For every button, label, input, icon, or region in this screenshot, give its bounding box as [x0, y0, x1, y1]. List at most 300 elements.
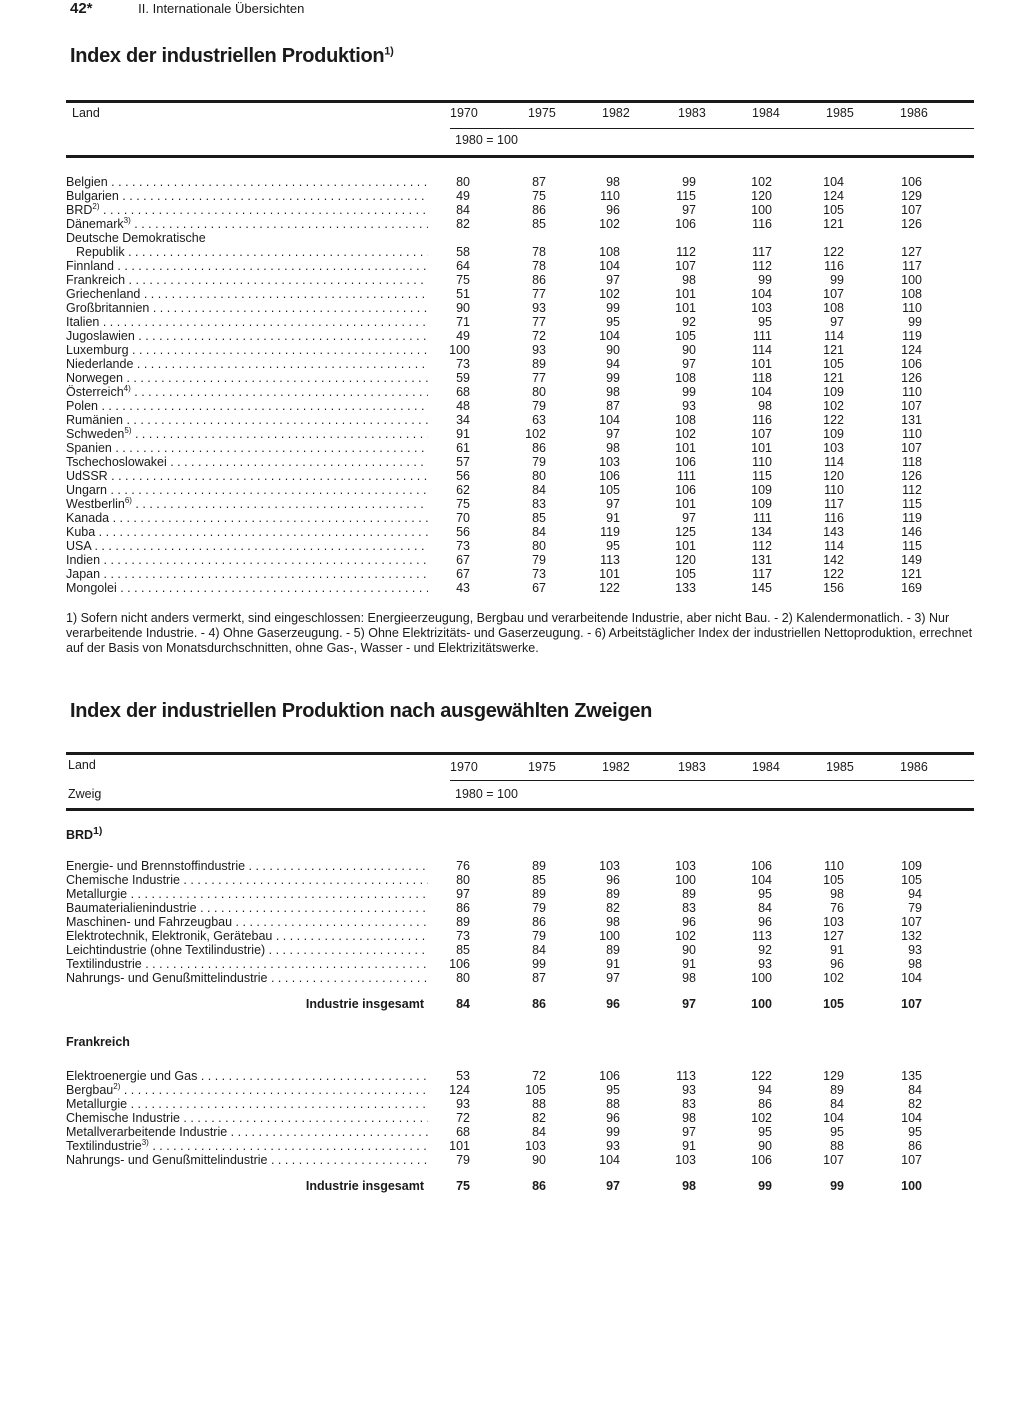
cell-1982: 98: [606, 441, 620, 455]
row-label-text: Österreich: [66, 385, 124, 399]
row-label-text: Niederlande: [66, 357, 134, 371]
cell-1983: 101: [675, 287, 696, 301]
cell-1986: 169: [901, 581, 922, 595]
cell-1970: 86: [456, 901, 470, 915]
cell-1983: 92: [682, 315, 696, 329]
row-label-text: Bergbau: [66, 1083, 114, 1097]
cell-1984: 111: [752, 511, 772, 525]
cell-1983: 102: [675, 427, 696, 441]
cell-1985: 98: [830, 887, 844, 901]
cell-1982: 95: [606, 539, 620, 553]
table-row: [66, 315, 974, 329]
cell-1982: 95: [606, 315, 620, 329]
cell-1986: 126: [901, 371, 922, 385]
cell-1984: 115: [752, 469, 772, 483]
row-label-text: Luxemburg: [66, 343, 129, 357]
cell-1975: 79: [532, 901, 546, 915]
row-label: [66, 1139, 428, 1153]
cell-1984: 111: [752, 329, 772, 343]
cell-1982: 105: [599, 483, 620, 497]
cell-1983: 107: [675, 259, 696, 273]
cell-1975: 86: [532, 441, 546, 455]
row-label-text: Energie- und Brennstoffindustrie: [66, 859, 246, 873]
cell-1982: 104: [599, 259, 620, 273]
cell-1975: 89: [532, 859, 546, 873]
cell-1984: 107: [751, 427, 772, 441]
cell-1985: 95: [830, 1125, 844, 1139]
cell-1985: 104: [823, 1111, 844, 1125]
cell-1986: 129: [901, 189, 922, 203]
cell-1970: 80: [456, 873, 470, 887]
cell-1982: 88: [606, 1097, 620, 1111]
row-label: [66, 455, 428, 469]
table2-year-4: 1984: [752, 760, 780, 774]
table-row: [66, 483, 974, 497]
table-row: [66, 371, 974, 385]
cell-1985: 105: [823, 203, 844, 217]
cell-1986: 132: [901, 929, 922, 943]
cell-1975: 85: [532, 217, 546, 231]
row-label-text: Chemische Industrie: [66, 1111, 180, 1125]
cell-1986: 109: [901, 859, 922, 873]
table-row: [66, 273, 974, 287]
cell-1985: 103: [823, 441, 844, 455]
cell-1985: 127: [823, 929, 844, 943]
cell-1985: 121: [823, 343, 844, 357]
cell-1984: 100: [751, 997, 772, 1011]
cell-1975: 86: [532, 997, 546, 1011]
table2-col-label-zweig: Zweig: [68, 787, 102, 801]
cell-1986: 105: [901, 873, 922, 887]
table-row: [66, 971, 974, 985]
cell-1975: 88: [532, 1097, 546, 1111]
row-label-text: Frankreich: [66, 273, 126, 287]
cell-1975: 80: [532, 385, 546, 399]
table1-year-6: 1986: [900, 106, 928, 120]
table-row: [66, 217, 974, 231]
cell-1984: 131: [751, 553, 772, 567]
cell-1985: 116: [824, 511, 844, 525]
row-label: [66, 1179, 424, 1193]
cell-1984: 104: [751, 287, 772, 301]
cell-1970: 76: [456, 859, 470, 873]
cell-1985: 99: [830, 1179, 844, 1193]
cell-1983: 103: [675, 1153, 696, 1167]
cell-1986: 107: [901, 997, 922, 1011]
row-label-text: Nahrungs- und Genußmittelindustrie: [66, 971, 268, 985]
table-row: [66, 469, 974, 483]
cell-1983: 111: [676, 469, 696, 483]
cell-1982: 97: [606, 971, 620, 985]
table-row: [66, 553, 974, 567]
cell-1986: 135: [901, 1069, 922, 1083]
cell-1982: 106: [599, 469, 620, 483]
cell-1985: 143: [823, 525, 844, 539]
cell-1970: 93: [456, 1097, 470, 1111]
row-label: [66, 1069, 428, 1083]
cell-1986: 94: [908, 887, 922, 901]
row-label: [66, 427, 428, 441]
cell-1983: 105: [675, 567, 696, 581]
cell-1986: 118: [902, 455, 922, 469]
cell-1975: 79: [532, 553, 546, 567]
row-label-text: Belgien: [66, 175, 108, 189]
cell-1984: 114: [752, 343, 772, 357]
cell-1983: 106: [675, 483, 696, 497]
cell-1985: 102: [823, 971, 844, 985]
cell-1982: 104: [599, 413, 620, 427]
table1-year-0: 1970: [450, 106, 478, 120]
footnote-marker: 3): [123, 217, 131, 225]
row-label: [66, 413, 428, 427]
row-label: [66, 943, 428, 957]
cell-1983: 97: [682, 1125, 696, 1139]
table-row: [66, 567, 974, 581]
row-label-text: Metallurgie: [66, 1097, 128, 1111]
row-label: [66, 371, 428, 385]
cell-1975: 77: [532, 315, 546, 329]
cell-1984: 145: [751, 581, 772, 595]
row-label: [66, 971, 428, 985]
cell-1970: 56: [456, 469, 470, 483]
cell-1984: 99: [758, 273, 772, 287]
cell-1970: 72: [456, 1111, 470, 1125]
cell-1970: 48: [456, 399, 470, 413]
row-label-text: Textilindustrie: [66, 957, 142, 971]
cell-1985: 121: [823, 371, 844, 385]
cell-1975: 78: [532, 245, 546, 259]
row-label-text: Schweden: [66, 427, 125, 441]
cell-1970: 73: [456, 929, 470, 943]
cell-1975: 86: [532, 203, 546, 217]
row-label: [66, 245, 428, 259]
table1-year-4: 1984: [752, 106, 780, 120]
cell-1983: 133: [675, 581, 696, 595]
table2-col-label-land: Land: [68, 758, 96, 772]
row-label: [66, 259, 428, 273]
cell-1975: 84: [532, 525, 546, 539]
cell-1975: 87: [532, 175, 546, 189]
cell-1975: 87: [532, 971, 546, 985]
cell-1970: 59: [456, 371, 470, 385]
row-label-text: Baumaterialienindustrie: [66, 901, 197, 915]
section-heading: [66, 1035, 974, 1051]
table-row: [66, 455, 974, 469]
row-label-text: Ungarn: [66, 483, 107, 497]
cell-1975: 105: [525, 1083, 546, 1097]
cell-1983: 106: [675, 455, 696, 469]
cell-1984: 117: [752, 245, 772, 259]
cell-1983: 112: [676, 245, 696, 259]
cell-1984: 113: [752, 929, 772, 943]
cell-1975: 83: [532, 497, 546, 511]
cell-1983: 108: [675, 413, 696, 427]
cell-1970: 85: [456, 943, 470, 957]
cell-1983: 99: [682, 175, 696, 189]
cell-1983: 97: [682, 997, 696, 1011]
table-row: [66, 385, 974, 399]
cell-1970: 57: [456, 455, 470, 469]
cell-1983: 93: [682, 1083, 696, 1097]
cell-1970: 56: [456, 525, 470, 539]
cell-1982: 108: [599, 245, 620, 259]
cell-1975: 85: [532, 511, 546, 525]
cell-1970: 106: [449, 957, 470, 971]
cell-1986: 100: [901, 273, 922, 287]
cell-1975: 89: [532, 887, 546, 901]
cell-1982: 103: [599, 455, 620, 469]
row-label: [66, 287, 428, 301]
cell-1983: 98: [682, 273, 696, 287]
cell-1975: 84: [532, 483, 546, 497]
table-row: [66, 929, 974, 943]
cell-1970: 62: [456, 483, 470, 497]
cell-1982: 82: [606, 901, 620, 915]
row-label: [66, 231, 428, 245]
cell-1984: 92: [758, 943, 772, 957]
cell-1984: 100: [751, 203, 772, 217]
cell-1985: 109: [823, 385, 844, 399]
section-heading: [66, 825, 974, 841]
table-row: [66, 1083, 974, 1097]
cell-1970: 82: [456, 217, 470, 231]
cell-1970: 68: [456, 1125, 470, 1139]
cell-1983: 98: [682, 1111, 696, 1125]
cell-1986: 112: [902, 483, 922, 497]
cell-1975: 85: [532, 873, 546, 887]
cell-1975: 90: [532, 1153, 546, 1167]
row-label-text: Dänemark: [66, 217, 124, 231]
row-label-text: Chemische Industrie: [66, 873, 180, 887]
row-label-text: Leichtindustrie (ohne Textilindustrie): [66, 943, 266, 957]
cell-1975: 93: [532, 301, 546, 315]
cell-1982: 91: [606, 957, 620, 971]
table2-head-rule: [66, 808, 974, 811]
cell-1985: 91: [830, 943, 844, 957]
cell-1983: 93: [682, 399, 696, 413]
row-label-text: BRD: [66, 203, 93, 217]
row-label: [66, 859, 428, 873]
cell-1984: 120: [751, 189, 772, 203]
table2-body: [66, 825, 974, 1193]
cell-1975: 79: [532, 399, 546, 413]
cell-1985: 110: [824, 483, 844, 497]
row-label-text: Republik: [76, 245, 125, 259]
table-row: [66, 525, 974, 539]
row-label: [66, 399, 428, 413]
cell-1985: 103: [823, 915, 844, 929]
cell-1970: 80: [456, 971, 470, 985]
cell-1985: 107: [823, 1153, 844, 1167]
row-label-text: Bulgarien: [66, 189, 119, 203]
section-name: BRD: [66, 828, 94, 843]
cell-1982: 89: [606, 887, 620, 901]
table1-body: [66, 175, 974, 595]
cell-1984: 134: [751, 525, 772, 539]
footnote-marker: 2): [113, 1083, 121, 1091]
table2-year-0: 1970: [450, 760, 478, 774]
cell-1986: 86: [908, 1139, 922, 1153]
cell-1985: 105: [823, 873, 844, 887]
cell-1983: 98: [682, 1179, 696, 1193]
table-row: [66, 231, 974, 245]
cell-1970: 73: [456, 357, 470, 371]
row-label-text: Spanien: [66, 441, 112, 455]
row-label-text: Westberlin: [66, 497, 125, 511]
row-label: [66, 525, 428, 539]
cell-1983: 91: [682, 1139, 696, 1153]
row-label: [66, 957, 428, 971]
cell-1982: 99: [606, 1125, 620, 1139]
cell-1970: 58: [456, 245, 470, 259]
cell-1986: 149: [901, 553, 922, 567]
cell-1985: 114: [824, 455, 844, 469]
cell-1984: 104: [751, 385, 772, 399]
table-row: [66, 441, 974, 455]
cell-1985: 84: [830, 1097, 844, 1111]
cell-1975: 86: [532, 1179, 546, 1193]
cell-1975: 80: [532, 539, 546, 553]
cell-1984: 102: [751, 1111, 772, 1125]
cell-1984: 93: [758, 957, 772, 971]
table-row: [66, 175, 974, 189]
cell-1986: 107: [901, 915, 922, 929]
cell-1983: 120: [675, 553, 696, 567]
cell-1983: 97: [682, 511, 696, 525]
cell-1986: 110: [902, 427, 922, 441]
table2-year-6: 1986: [900, 760, 928, 774]
cell-1982: 99: [606, 301, 620, 315]
cell-1975: 72: [532, 1069, 546, 1083]
cell-1986: 104: [901, 971, 922, 985]
cell-1970: 67: [456, 553, 470, 567]
cell-1985: 105: [823, 357, 844, 371]
total-row: [66, 1179, 974, 1193]
row-label-text: Kuba: [66, 525, 96, 539]
row-label-text: Kanada: [66, 511, 110, 525]
cell-1975: 79: [532, 455, 546, 469]
cell-1984: 106: [751, 859, 772, 873]
cell-1982: 97: [606, 1179, 620, 1193]
cell-1970: 67: [456, 567, 470, 581]
table2-year-1: 1975: [528, 760, 556, 774]
table1-year-2: 1982: [602, 106, 630, 120]
table1-year-1: 1975: [528, 106, 556, 120]
cell-1982: 106: [599, 1069, 620, 1083]
row-label-text: Finnland: [66, 259, 114, 273]
cell-1983: 108: [675, 371, 696, 385]
cell-1985: 108: [823, 301, 844, 315]
cell-1983: 101: [675, 441, 696, 455]
cell-1982: 87: [606, 399, 620, 413]
cell-1970: 49: [456, 189, 470, 203]
row-label-text: Textilindustrie: [66, 1139, 142, 1153]
row-label: [66, 315, 428, 329]
cell-1983: 105: [675, 329, 696, 343]
table1-title: Index der industriellen Produktion$^{1)}$: [70, 45, 394, 67]
table2-year-rule: [450, 780, 974, 781]
cell-1970: 80: [456, 175, 470, 189]
row-label: [66, 567, 428, 581]
row-label: [66, 887, 428, 901]
cell-1984: 90: [758, 1139, 772, 1153]
cell-1985: 122: [823, 567, 844, 581]
cell-1983: 100: [675, 873, 696, 887]
cell-1984: 98: [758, 399, 772, 413]
cell-1982: 91: [606, 511, 620, 525]
row-label-text: Indien: [66, 553, 101, 567]
cell-1975: 63: [532, 413, 546, 427]
row-label: [66, 483, 428, 497]
cell-1970: 101: [449, 1139, 470, 1153]
cell-1984: 96: [758, 915, 772, 929]
total-row: [66, 997, 974, 1011]
cell-1984: 112: [752, 259, 772, 273]
cell-1986: 107: [901, 203, 922, 217]
table-row: [66, 873, 974, 887]
cell-1970: 75: [456, 497, 470, 511]
cell-1986: 106: [901, 357, 922, 371]
cell-1970: 75: [456, 1179, 470, 1193]
cell-1970: 53: [456, 1069, 470, 1083]
cell-1970: 89: [456, 915, 470, 929]
row-label-text: Norwegen: [66, 371, 123, 385]
cell-1982: 96: [606, 1111, 620, 1125]
cell-1986: 126: [901, 469, 922, 483]
row-label: [66, 901, 428, 915]
row-label-text: Industrie insgesamt: [305, 997, 424, 1011]
cell-1983: 101: [675, 497, 696, 511]
cell-1983: 89: [682, 887, 696, 901]
table-row: [66, 1111, 974, 1125]
cell-1975: 102: [525, 427, 546, 441]
cell-1984: 95: [758, 1125, 772, 1139]
cell-1975: 79: [532, 929, 546, 943]
cell-1982: 96: [606, 873, 620, 887]
cell-1984: 99: [758, 1179, 772, 1193]
cell-1984: 106: [751, 1153, 772, 1167]
table1-col-label: Land: [72, 106, 100, 120]
cell-1975: 84: [532, 943, 546, 957]
cell-1985: 107: [823, 287, 844, 301]
cell-1982: 89: [606, 943, 620, 957]
cell-1986: 121: [901, 567, 922, 581]
row-label-text: Mongolei: [66, 581, 117, 595]
cell-1970: 73: [456, 539, 470, 553]
page-header: [70, 0, 304, 17]
cell-1970: 51: [456, 287, 470, 301]
table2-base: 1980 = 100: [455, 787, 518, 801]
table-row: [66, 203, 974, 217]
cell-1983: 125: [675, 525, 696, 539]
row-label: [66, 915, 428, 929]
cell-1970: 91: [456, 427, 470, 441]
cell-1982: 104: [599, 1153, 620, 1167]
table-row: [66, 399, 974, 413]
cell-1970: 79: [456, 1153, 470, 1167]
cell-1986: 115: [902, 497, 922, 511]
table-row: [66, 343, 974, 357]
footnote-marker: 5): [124, 427, 132, 435]
cell-1985: 109: [823, 427, 844, 441]
cell-1982: 98: [606, 915, 620, 929]
footnote-marker: 4): [123, 385, 131, 393]
row-label: [66, 1111, 428, 1125]
row-label: [66, 1097, 428, 1111]
cell-1975: 86: [532, 915, 546, 929]
row-label: [66, 1125, 428, 1139]
row-label: [66, 357, 428, 371]
